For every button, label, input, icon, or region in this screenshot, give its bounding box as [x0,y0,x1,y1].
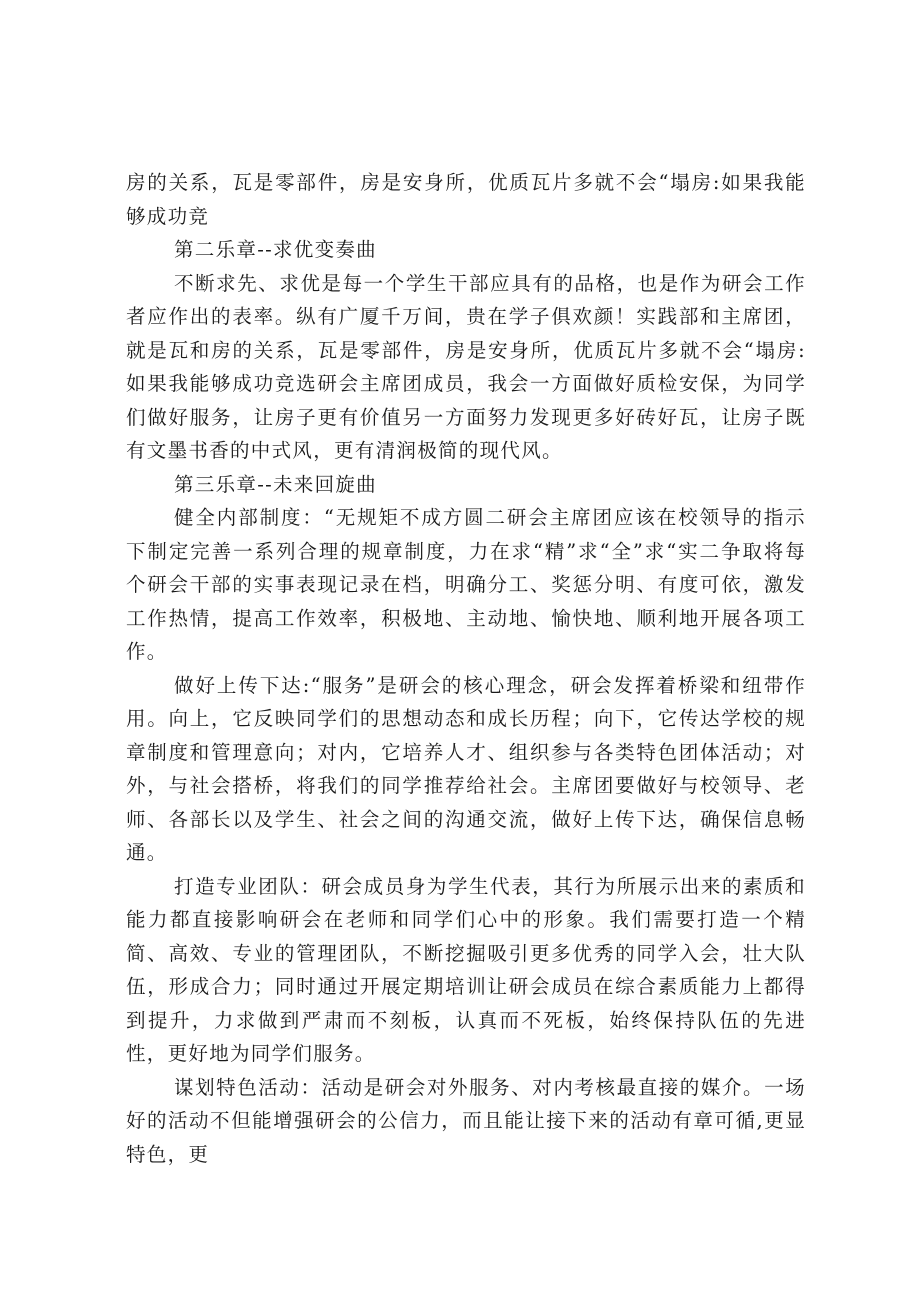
section-heading: 第二乐章--求优变奏曲 [174,238,377,261]
paragraph-fragment: 房的关系，瓦是零部件，房是安身所，优质瓦片多就不会“塌房:如果我能够成功竞 [126,171,806,228]
paragraph: 健全内部制度：“无规矩不成方圆二研会主席团应该在校领导的指示下制定完善一系列合理的规章制度，力在求“精”求“全”求“实二争取将每个研会干部的实事表现记录在档，明确分工、奖惩分明、有度可依，激发工作热情，提高工作效率，积极地、主动地、愉快地、顺利地开展各项工作。 [126,506,806,663]
paragraph: 打造专业团队：研会成员身为学生代表，其行为所展示出来的素质和能力都直接影响研会在老师和同学们心中的形象。我们需要打造一个精简、高效、专业的管理团队，不断挖掘吸引更多优秀的同学入会，壮大队伍，形成合力；同时通过开展定期培训让研会成员在综合素质能力上都得到提升，力求做到严肃而不刻板，认真而不死板，始终保持队伍的先进性，更好地为同学们服务。 [126,874,806,1065]
paragraph: 不断求先、求优是每一个学生干部应具有的品格，也是作为研会工作者应作出的表率。纵有广厦千万间，贵在学子俱欢颜！实践部和主席团，就是瓦和房的关系，瓦是零部件，房是安身所，优质瓦片多就不会“塌房:如果我能够成功竞选研会主席团成员，我会一方面做好质检安保，为同学们做好服务，让房子更有价值另一方面努力发现更多好砖好瓦，让房子既有文墨书香的中式风，更有清润极简的现代风。 [126,271,806,462]
paragraph: 做好上传下达:“服务”是研会的核心理念，研会发挥着桥梁和纽带作用。向上，它反映同学们的思想动态和成长历程；向下，它传达学校的规章制度和管理意向；对内，它培养人才、组织参与各类特色团体活动；对外，与社会搭桥，将我们的同学推荐给社会。主席团要做好与校领导、老师、各部长以及学生、社会之间的沟通交流，做好上传下达，确保信息畅通。 [126,673,806,864]
paragraph: 谋划特色活动：活动是研会对外服务、对内考核最直接的媒介。一场好的活动不但能增强研会的公信力，而且能让接下来的活动有章可循,更显特色，更 [126,1075,806,1166]
document-body [126,166,806,1171]
section-heading: 第三乐章--未来回旋曲 [174,472,377,496]
